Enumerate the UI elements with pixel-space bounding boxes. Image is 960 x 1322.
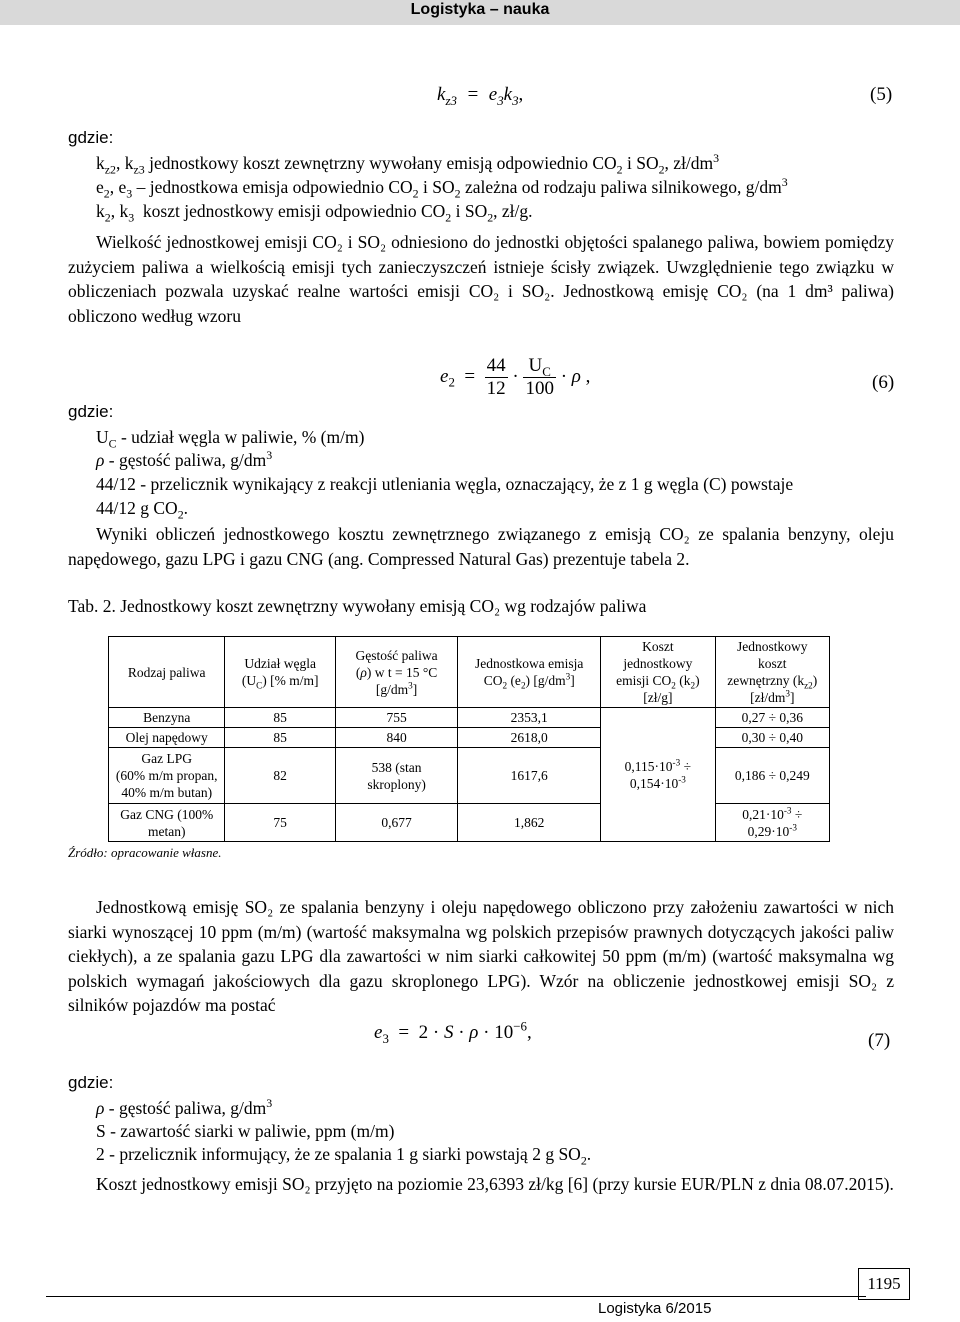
header-title: Logistyka – nauka [410, 1, 550, 18]
cell-cost: 0,27 ÷ 0,36 [715, 708, 829, 728]
equation-6-number: (6) [872, 372, 895, 393]
header-emission: Jednostkowa emisja $CO_2$ $(e_2)$ $[g/dm^3]$ [458, 637, 601, 708]
cell-fuel: Gaz CNG (100% metan) [109, 804, 225, 842]
paragraph-3: Jednostkową emisję SO₂ ze spalania benzyny i oleju napędowego obliczono przy założeniu zawartości w nich siarki wynoszącej 10 ppm (m/m) (wartość maksymalna wg polskich przepisów prawnych dotyczących jakości paliw ciekłych), a ze spalania gazu LPG dla zawartości w nim siarki całkowitej 50 ppm (m/m) (wartość maksymalna wg polskich wymagań jakościowych dla gazu skroplonego LPG). Wzór na obliczenie jednostkowej emisji SO₂ z silników pojazdów ma postać [68, 897, 894, 1015]
cell-density: 755 [335, 708, 458, 728]
definition-uc: $U_C$ - udział węgla w paliwie, % (m/m) [96, 427, 365, 451]
cell-emission: 2618,0 [458, 728, 601, 748]
cell-fuel: Gaz LPG (60% m/m propan, 40% m/m butan) [109, 748, 225, 804]
paragraph-4: Koszt jednostkowy emisji SO₂ przyjęto na poziomie 23,6393 zł/kg [6] (przy kursie EUR/PLN z dnia 08.07.2015). [96, 1174, 894, 1194]
page-number: 1195 [858, 1268, 910, 1300]
cell-fuel: Olej napędowy [109, 728, 225, 748]
cell-carbon: 82 [225, 748, 335, 804]
definition-k: $k_2$, $k_3$ koszt jednostkowy emisji odpowiednio $CO_2$ i $SO_2$, zł/g. [96, 201, 533, 225]
cell-emission: 1,862 [458, 804, 601, 842]
definition-two: 2 - przelicznik informujący, że ze spalania 1 g siarki powstają 2 g $SO_2$. [96, 1144, 592, 1168]
header-external-cost: Jednostkowy koszt zewnętrzny $(k_{z2})$ $[zł/dm^3]$ [715, 637, 829, 708]
definition-s: S - zawartość siarki w paliwie, ppm (m/m) [96, 1121, 395, 1141]
cell-cost: $0,21\cdot 10^{-3}$ ÷ $0,29\cdot 10^{-3}$ [715, 804, 829, 842]
cell-density: 840 [335, 728, 458, 748]
table-source: Źródło: opracowanie własne. [68, 845, 222, 860]
definition-rho: ρ - gęstość paliwa, $g/dm^3$ [96, 448, 273, 470]
paragraph-1: Wielkość jednostkowej emisji CO₂ i SO₂ odniesiono do jednostki objętości spalanego paliwa, bowiem pomiędzy zużyciem paliwa a wielkością emisji tych zanieczyszczeń istnieje ścisły związek. Uwzględnienie tego związku w obliczeniach pozwala uzyskać realne wartości emisji CO₂ i SO₂. Jednostkową emisję CO₂ (na 1 dm³ paliwa) obliczono według wzoru [68, 232, 894, 326]
cell-density: 0,677 [335, 804, 458, 842]
equation-7: $e_3 = 2 \cdot S \cdot \rho \cdot 10^{-6}$, [374, 1018, 532, 1046]
where-label-1: gdzie: [68, 128, 114, 147]
cell-cost: 0,30 ÷ 0,40 [715, 728, 829, 748]
where-label-3: gdzie: [68, 1073, 114, 1092]
table-2 [108, 636, 830, 842]
equation-7-number: (7) [868, 1030, 891, 1051]
definition-e: $e_2$, $e_3$ – jednostkowa emisja odpowiednio $CO_2$ i $SO_2$ zależna od rodzaju paliwa silnikowego, $g/dm^3$ [96, 175, 788, 201]
definition-rho-2: ρ - gęstość paliwa, $g/dm^3$ [96, 1096, 273, 1118]
header-unit-cost: Koszt jednostkowy emisji $CO_2$ $(k_2)$ [zł/g] [601, 637, 715, 708]
table-row [109, 748, 830, 804]
definition-ratio-b: 44/12 g $CO_2$. [96, 498, 189, 522]
header-density: Gęstość paliwa (ρ) w t = 15 °C $[g/dm^3]$ [335, 637, 458, 708]
cell-emission: 2353,1 [458, 708, 601, 728]
cell-unit-cost: $0,115\cdot 10^{-3}$ ÷ $0,154\cdot 10^{-3}$ [601, 708, 715, 842]
header-fuel: Rodzaj paliwa [109, 637, 225, 708]
table-header-row [109, 637, 830, 708]
footer-rule [46, 1296, 866, 1297]
definition-ratio-a: 44/12 - przelicznik wynikający z reakcji utleniania węgla, oznaczający, że z 1 g węgla (C) powstaje [96, 474, 794, 494]
cell-density: 538 (stan skroplony) [335, 748, 458, 804]
cell-carbon: 85 [225, 708, 335, 728]
journal-name: Logistyka 6/2015 [598, 1300, 712, 1317]
equation-5: $k_{z3} = e_3k_3$, [437, 84, 524, 108]
cell-carbon: 75 [225, 804, 335, 842]
cell-cost: 0,186 ÷ 0,249 [715, 748, 829, 804]
cell-carbon: 85 [225, 728, 335, 748]
table-caption: Tab. 2. Jednostkowy koszt zewnętrzny wywołany emisją CO₂ wg rodzajów paliwa [68, 596, 647, 616]
table-row [109, 804, 830, 842]
header-carbon: Udział węgla $(U_C)$ [% m/m] [225, 637, 335, 708]
running-header [0, 0, 960, 25]
equation-6: $e_2$ = $\frac{44}{12}$ · $\frac{U_C}{100}$ · ρ , [440, 355, 591, 399]
paragraph-2: Wyniki obliczeń jednostkowego kosztu zewnętrznego związanego z emisją CO₂ ze spalania benzyny, oleju napędowego, gazu LPG i gazu CNG (ang. Compressed Natural Gas) prezentuje tabela 2. [68, 524, 894, 569]
table-row [109, 708, 830, 728]
where-label-2: gdzie: [68, 402, 114, 421]
equation-5-number: (5) [870, 84, 893, 105]
cell-fuel: Benzyna [109, 708, 225, 728]
definition-kz-text: jednostkowy koszt zewnętrzny wywołany emisją odpowiednio $CO_2$ i $SO_2$, $zł/dm^3$ [149, 151, 720, 177]
cell-emission: 1617,6 [458, 748, 601, 804]
definition-kz: $k_{z2}$, $k_{z3}$ jednostkowy koszt zewnętrzny wywołany emisją odpowiednio $CO_2$ i $SO_2$, $zł/dm^3$ [96, 151, 720, 177]
table-row [109, 728, 830, 748]
